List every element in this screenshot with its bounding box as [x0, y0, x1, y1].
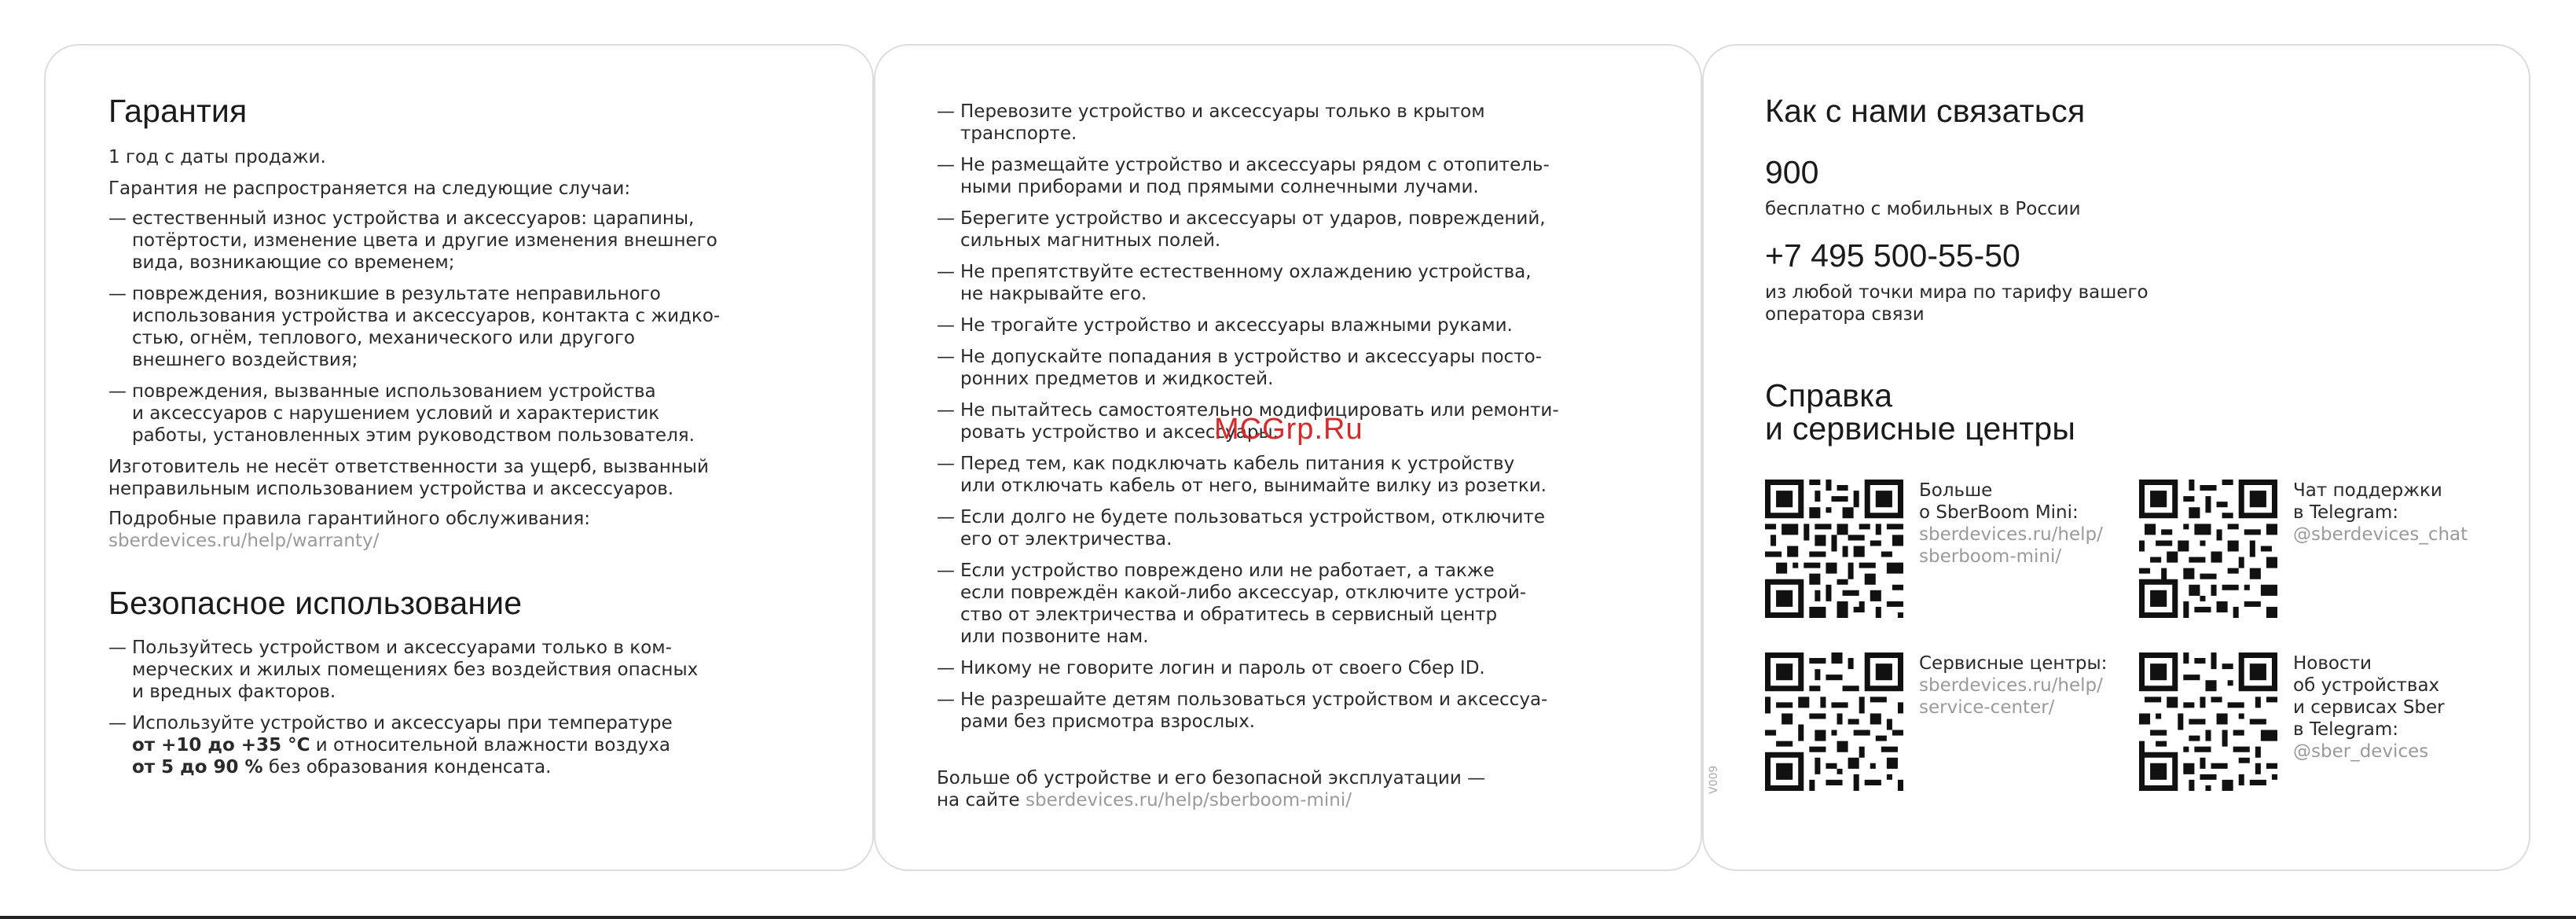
short-phone-desc: бесплатно с мобильных в России	[1765, 199, 2081, 219]
list-item: — повреждения, возникшие в результате неправильного использования устройства и аксессуаров, контакта с жидко- стью, огнём, теплового, механического или другого внешнего воздействия;	[108, 283, 816, 371]
qr-code-icon	[2139, 480, 2277, 618]
warranty-cases-list	[108, 208, 816, 447]
warranty-title: Гарантия	[108, 93, 248, 129]
qr-code-icon	[2139, 652, 2277, 791]
qr-service-centers-caption: Сервисные центры: sberdevices.ru/help/ service-center/	[1919, 653, 2108, 718]
qr-news-telegram-caption: Новости об устройствах и сервисах Sber в Telegram: @sber_devices	[2293, 653, 2445, 762]
warranty-not-covered-intro: Гарантия не распространяется на следующие случаи:	[108, 178, 631, 199]
bottom-edge	[0, 916, 2576, 919]
list-item: — повреждения, вызванные использованием устройства и аксессуаров с нарушением условий и характеристик работы, установленных этим руководством пользователя.	[108, 380, 816, 447]
support-chat-link[interactable]: @sberdevices_chat	[2293, 524, 2468, 545]
qr-sberboom-mini[interactable]	[1765, 480, 1903, 618]
qr-news-telegram[interactable]	[2139, 652, 2277, 791]
warranty-rules: Подробные правила гарантийного обслуживания: sberdevices.ru/help/warranty/	[108, 509, 591, 551]
service-center-link[interactable]: sberdevices.ru/help/	[1919, 675, 2103, 696]
warranty-panel	[44, 44, 874, 871]
list-item: — Перед тем, как подключать кабель питания к устройству или отключать кабель от него, вынимайте вилку из розетки.	[937, 453, 1644, 497]
safety-panel-continued	[874, 44, 1702, 871]
safety-title: Безопасное использование	[108, 585, 523, 621]
sberboom-help-link[interactable]: sberdevices.ru/help/	[1919, 524, 2103, 545]
list-item: — Не допускайте попадания в устройство и аксессуары посто- ронних предметов и жидкостей.	[937, 346, 1644, 390]
list-item: — Не трогайте устройство и аксессуары влажными руками.	[937, 314, 1644, 336]
contact-title: Как с нами связаться	[1765, 93, 2086, 129]
short-phone-number[interactable]: 900	[1765, 154, 1819, 190]
warranty-link[interactable]: sberdevices.ru/help/warranty/	[108, 531, 380, 551]
more-info: Больше об устройстве и его безопасной эксплуатации — на сайте sberdevices.ru/help/sberboom-mini/	[937, 768, 1486, 811]
qr-sberboom-mini-caption: Больше о SberBoom Mini: sberdevices.ru/help/ sberboom-mini/	[1919, 480, 2103, 567]
list-item: — Никому не говорите логин и пароль от своего Сбер ID.	[937, 657, 1644, 679]
list-item: — Не пытайтесь самостоятельно модифицировать или ремонти- ровать устройство и аксессуары.	[937, 399, 1644, 443]
list-item: — Не размещайте устройство и аксессуары рядом с отопитель- ными приборами и под прямыми солнечными лучами.	[937, 154, 1644, 198]
sberboom-mini-link[interactable]: sberdevices.ru/help/sberboom-mini/	[1026, 790, 1352, 811]
list-item: — Не препятствуйте естественному охлаждению устройства, не накрывайте его.	[937, 261, 1644, 305]
warranty-period: 1 год с даты продажи.	[108, 147, 326, 167]
qr-code-icon	[1765, 480, 1903, 618]
qr-support-chat[interactable]	[2139, 480, 2277, 618]
news-telegram-link[interactable]: @sber_devices	[2293, 741, 2429, 762]
list-item: — Берегите устройство и аксессуары от ударов, повреждений, сильных магнитных полей.	[937, 208, 1644, 252]
qr-code-icon	[1765, 652, 1903, 791]
warranty-liability: Изготовитель не несёт ответственности за ущерб, вызванный неправильным использованием устройства и аксессуаров.	[108, 457, 709, 499]
contact-panel	[1702, 44, 2530, 871]
long-phone-desc: из любой точки мира по тарифу вашего оператора связи	[1765, 282, 2149, 325]
qr-support-chat-caption: Чат поддержки в Telegram: @sberdevices_chat	[2293, 480, 2468, 545]
long-phone-number[interactable]: +7 495 500-55-50	[1765, 237, 2020, 274]
safety-list-part1	[108, 637, 816, 778]
list-item: — естественный износ устройства и аксессуаров: царапины, потёртости, изменение цвета и другие изменения внешнего вида, возникающие со временем;	[108, 208, 816, 274]
list-item: — Перевозите устройство и аксессуары только в крытом транспорте.	[937, 101, 1644, 145]
list-item: — Если долго не будете пользоваться устройством, отключите его от электричества.	[937, 506, 1644, 550]
list-item: — Пользуйтесь устройством и аксессуарами только в ком- мерческих и жилых помещениях без воздействия опасных и вредных факторов.	[108, 637, 816, 703]
list-item: — Если устройство повреждено или не работает, а также если повреждён какой-либо аксессуар, отключите устрой- ство от электричества и обратитесь в сервисный центр или позвоните нам.	[937, 560, 1644, 648]
version-code: V009	[1708, 765, 1720, 794]
help-title: Справка и сервисные центры	[1765, 377, 2076, 447]
qr-service-centers[interactable]	[1765, 652, 1903, 791]
list-item: — Используйте устройство и аксессуары при температуре от +10 до +35 °С и относительной влажности воздуха от 5 до 90 % без образования конденсата.	[108, 712, 816, 778]
list-item: — Не разрешайте детям пользоваться устройством и аксессуа- рами без присмотра взрослых.	[937, 689, 1644, 733]
watermark: MCGrp.Ru	[1214, 413, 1363, 446]
